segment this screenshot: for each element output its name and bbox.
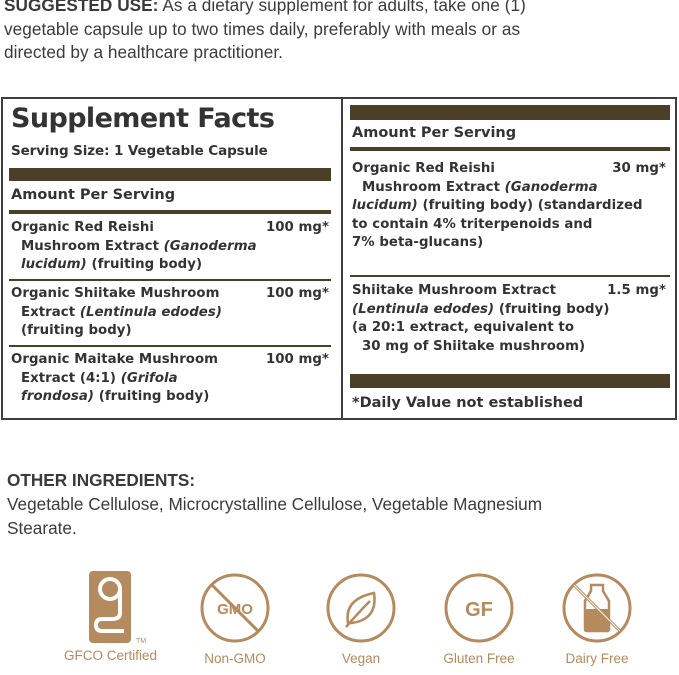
gluten-free-icon-text: GF (465, 599, 493, 621)
badge-caption-gluten-free: Gluten Free (443, 651, 515, 666)
left-item-shiitake-l2b: (Lentinula edodes) (79, 304, 222, 320)
suggested-use-line-1 (4, 0, 674, 18)
right-item-reishi-l2a: Mushroom Extract (362, 179, 505, 195)
suggested-use-label: SUGGESTED USE: (4, 0, 159, 15)
dairy-free-icon (560, 569, 634, 645)
right-item-shiitake-line-4: 30 mg of Shiitake mushroom) (362, 338, 586, 354)
right-item-reishi (352, 160, 666, 253)
left-item-reishi-l3a: lucidum) (21, 257, 87, 272)
rule-left-2 (9, 279, 331, 281)
right-item-reishi-l2b: (Ganoderma (504, 179, 598, 195)
other-ingredients (7, 468, 677, 540)
badge-caption-gfco: GFCO Certified (64, 648, 158, 663)
left-item-maitake-l3b: (fruiting body) (94, 389, 210, 404)
right-item-reishi-line-2 (352, 179, 666, 198)
rule-left-1 (9, 210, 331, 214)
right-item-shiitake-line-2 (352, 301, 666, 320)
serving-size: Serving Size: 1 Vegetable Capsule (11, 143, 268, 159)
right-item-shiitake-line-3: (a 20:1 extract, equivalent to (352, 320, 575, 335)
supplement-facts-title: Supplement Facts (11, 103, 275, 134)
non-gmo-icon-text: GMO (217, 601, 253, 618)
right-item-shiitake-name: Shiitake Mushroom Extract (352, 283, 557, 298)
left-item-reishi-amount: 100 mg* (265, 220, 329, 235)
left-item-reishi-l2b: (Ganoderma (163, 238, 257, 254)
badge-caption-non-gmo: Non-GMO (204, 651, 266, 666)
other-ingredients-line-1: Vegetable Cellulose, Microcrystalline Cellulose, Vegetable Magnesium (7, 494, 543, 514)
badge-caption-vegan: Vegan (341, 651, 381, 666)
badge-gluten-free (434, 569, 524, 666)
rule-right-2 (350, 275, 670, 277)
left-item-reishi-l2a: Mushroom Extract (21, 238, 164, 254)
badge-caption-dairy-free: Dairy Free (565, 651, 629, 666)
left-item-shiitake-line-2 (11, 304, 329, 323)
left-item-shiitake-name: Organic Shiitake Mushroom (11, 286, 220, 301)
suggested-use-line-2: vegetable capsule up to two times daily, preferably with meals or as (4, 18, 521, 39)
suggested-use-line-3: directed by a healthcare practitioner. (4, 42, 283, 62)
badge-dairy-free (552, 569, 642, 666)
right-item-reishi-amount: 30 mg* (612, 161, 666, 176)
left-item-maitake-l2a: Extract (4:1) (21, 370, 121, 386)
amount-per-serving-left: Amount Per Serving (11, 187, 176, 203)
left-item-maitake-l3a: frondosa) (21, 389, 95, 404)
rule-left-3 (9, 345, 331, 347)
amount-per-serving-right: Amount Per Serving (352, 125, 517, 141)
gfco-tm: TM (136, 638, 146, 645)
left-item-reishi-name: Organic Red Reishi (11, 220, 154, 235)
left-item-shiitake-l2a: Extract (21, 304, 80, 320)
gfco-logo-icon (72, 569, 146, 647)
right-item-shiitake-l2a: (Lentinula edodes) (352, 301, 495, 317)
left-item-reishi (11, 219, 329, 275)
right-item-reishi-l3a: lucidum) (352, 198, 418, 213)
rule-right-1 (350, 147, 670, 151)
right-item-shiitake (352, 282, 666, 356)
left-item-maitake-amount: 100 mg* (265, 352, 329, 367)
right-item-reishi-line-4: to contain 4% triterpenoids and (352, 216, 593, 232)
suggested-use-text-1: As a dietary supplement for adults, take one (1) (158, 0, 526, 15)
left-item-reishi-line-2 (11, 238, 329, 257)
other-ingredients-line-2: Stearate. (7, 518, 77, 538)
thick-bar-right-top (350, 105, 670, 120)
left-item-maitake-name: Organic Maitake Mushroom (11, 352, 219, 367)
badge-non-gmo (190, 569, 280, 666)
left-item-reishi-line-3 (11, 256, 329, 275)
left-item-shiitake-line-3: (fruiting body) (21, 323, 132, 338)
vegan-leaf-icon (324, 569, 398, 645)
other-ingredients-label: OTHER INGREDIENTS: (7, 470, 196, 490)
supplement-facts-panel (1, 97, 677, 420)
left-item-maitake-l2b: (Grifola (120, 370, 178, 386)
right-item-reishi-line-5: 7% beta-glucans) (352, 235, 484, 250)
left-item-maitake-line-2 (11, 370, 329, 389)
thick-bar-right-bottom (350, 374, 670, 388)
right-item-shiitake-l2b: (fruiting body) (494, 301, 610, 317)
suggested-use (4, 0, 674, 65)
right-item-reishi-l3b: (fruiting body) (standardized (417, 198, 643, 213)
gluten-free-icon (442, 569, 516, 645)
right-item-reishi-name: Organic Red Reishi (352, 161, 495, 176)
column-divider (341, 99, 343, 418)
thick-bar-left-top (9, 168, 331, 181)
daily-value-footnote: *Daily Value not established (352, 395, 584, 411)
non-gmo-icon (198, 569, 272, 645)
left-item-maitake-line-3 (11, 388, 329, 407)
left-item-maitake (11, 351, 329, 407)
left-item-shiitake-amount: 100 mg* (265, 286, 329, 301)
badge-gfco (64, 569, 158, 663)
right-item-reishi-line-3 (352, 197, 666, 216)
left-item-reishi-l3b: (fruiting body) (86, 257, 203, 272)
left-item-shiitake (11, 285, 329, 341)
right-item-shiitake-amount: 1.5 mg* (607, 283, 666, 298)
badge-vegan (316, 569, 406, 666)
